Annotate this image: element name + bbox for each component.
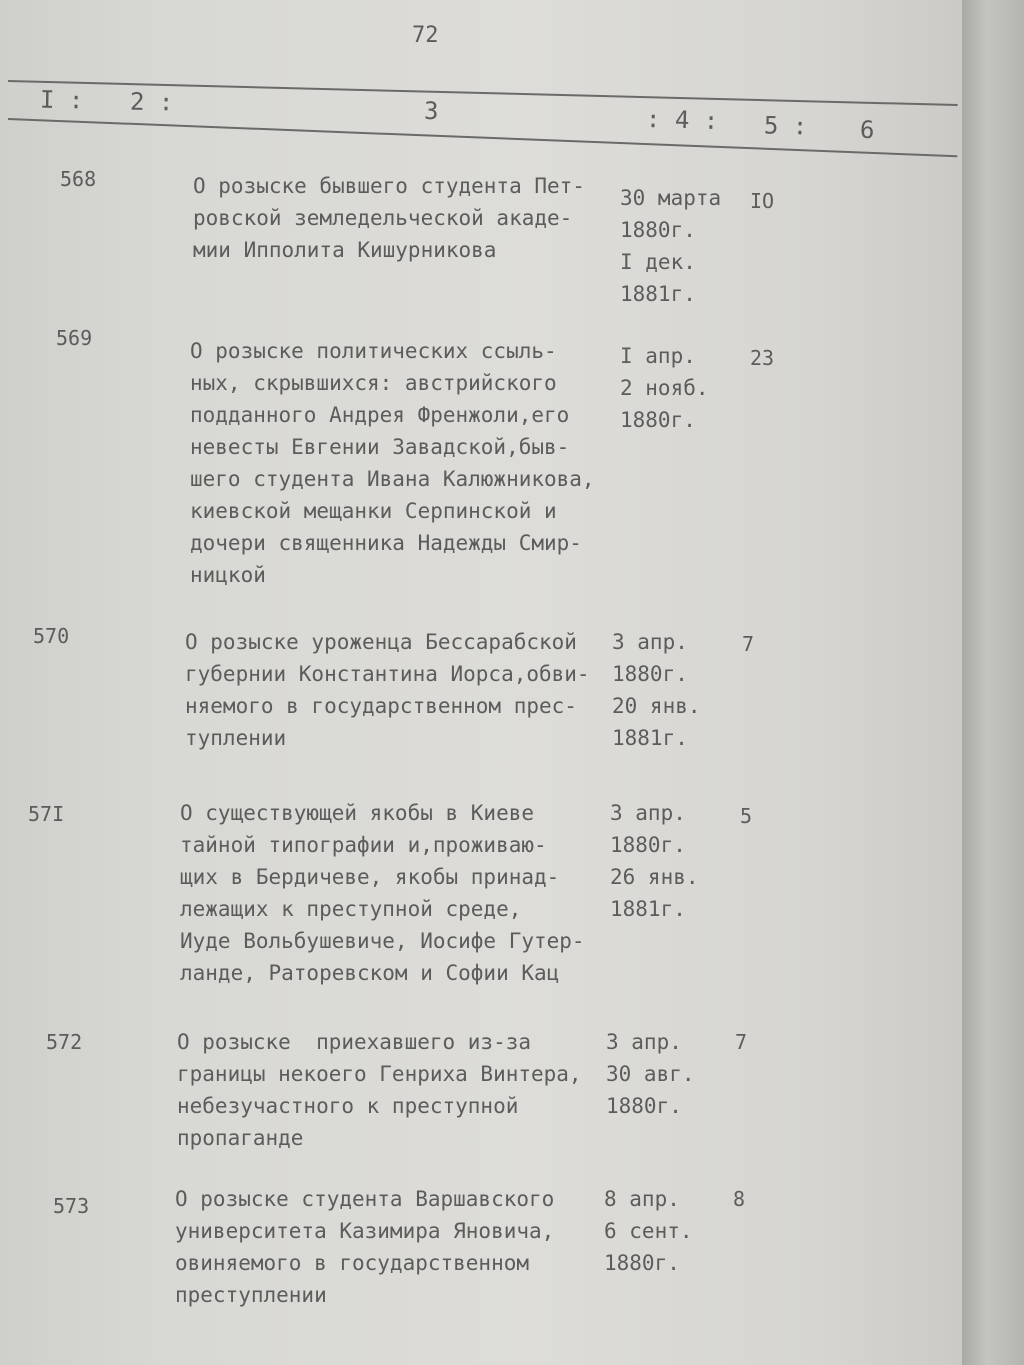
entry-description: О розыске приехавшего из-за границы некоего Генриха Винтера, небезучастного к преступной пропаганде (177, 1030, 582, 1150)
entry-sheet-count: 23 (750, 346, 775, 370)
column-header-2: 2 : (129, 87, 174, 117)
entry-sheet-count: 8 (733, 1187, 746, 1211)
page-number: 72 (412, 23, 439, 48)
column-header-6: 6 (859, 115, 875, 145)
entry-number: 569 (56, 326, 93, 350)
entry-description: О розыске политических ссыль- ных, скрывшихся: австрийского подданного Андрея Френжоли,его невесты Евгении Завадской,быв- шего студента Ивана Калюжникова, киевской мещанки Серпинской и дочери священника Надежды Смир- ницкой (190, 339, 595, 587)
entry-dates: 3 апр. 1880г. 26 янв. 1881г. (610, 801, 699, 921)
entry-number: 570 (33, 624, 70, 648)
entry-number: 573 (53, 1194, 90, 1218)
entry-dates: 30 марта 1880г. I дек. 1881г. (620, 186, 722, 306)
entry-dates: 3 апр. 1880г. 20 янв. 1881г. (612, 630, 701, 750)
header-bottom-rule (8, 118, 957, 157)
entry-description: О розыске студента Варшавского университета Казимира Яновича, овиняемого в государственном преступлении (175, 1187, 555, 1307)
entry-description: О существующей якобы в Киеве тайной типографии и,проживаю- щих в Бердичеве, якобы принад- лежащих к преступной среде, Иуде Вольбушевиче, Иосифе Гутер- ланде, Раторевском и Софии Кац (180, 801, 585, 985)
entry-description: О розыске бывшего студента Пет- ровской земледельческой акаде- мии Ипполита Кишурникова (193, 174, 585, 262)
entry-sheet-count: 7 (735, 1030, 748, 1054)
entry-number: 568 (60, 167, 97, 191)
column-header-4: : 4 : (645, 105, 719, 135)
entry-sheet-count: 5 (740, 804, 753, 828)
entry-sheet-count: IO (750, 189, 775, 213)
entry-sheet-count: 7 (742, 632, 755, 656)
entry-dates: 3 апр. 30 авг. 1880г. (606, 1030, 695, 1118)
column-header-5: 5 : (763, 111, 808, 141)
underlying-page-edge (962, 0, 1024, 1365)
entry-dates: I апр. 2 нояб. 1880г. (620, 344, 709, 432)
column-header-3: 3 (423, 96, 439, 126)
column-header-1: I : (39, 85, 84, 115)
entry-dates: 8 апр. 6 сент. 1880г. (604, 1187, 693, 1275)
entry-number: 57I (28, 802, 65, 826)
entry-number: 572 (46, 1030, 83, 1054)
entry-description: О розыске уроженца Бессарабской губернии Константина Иорса,обви- няемого в государственном прес- туплении (185, 630, 590, 750)
